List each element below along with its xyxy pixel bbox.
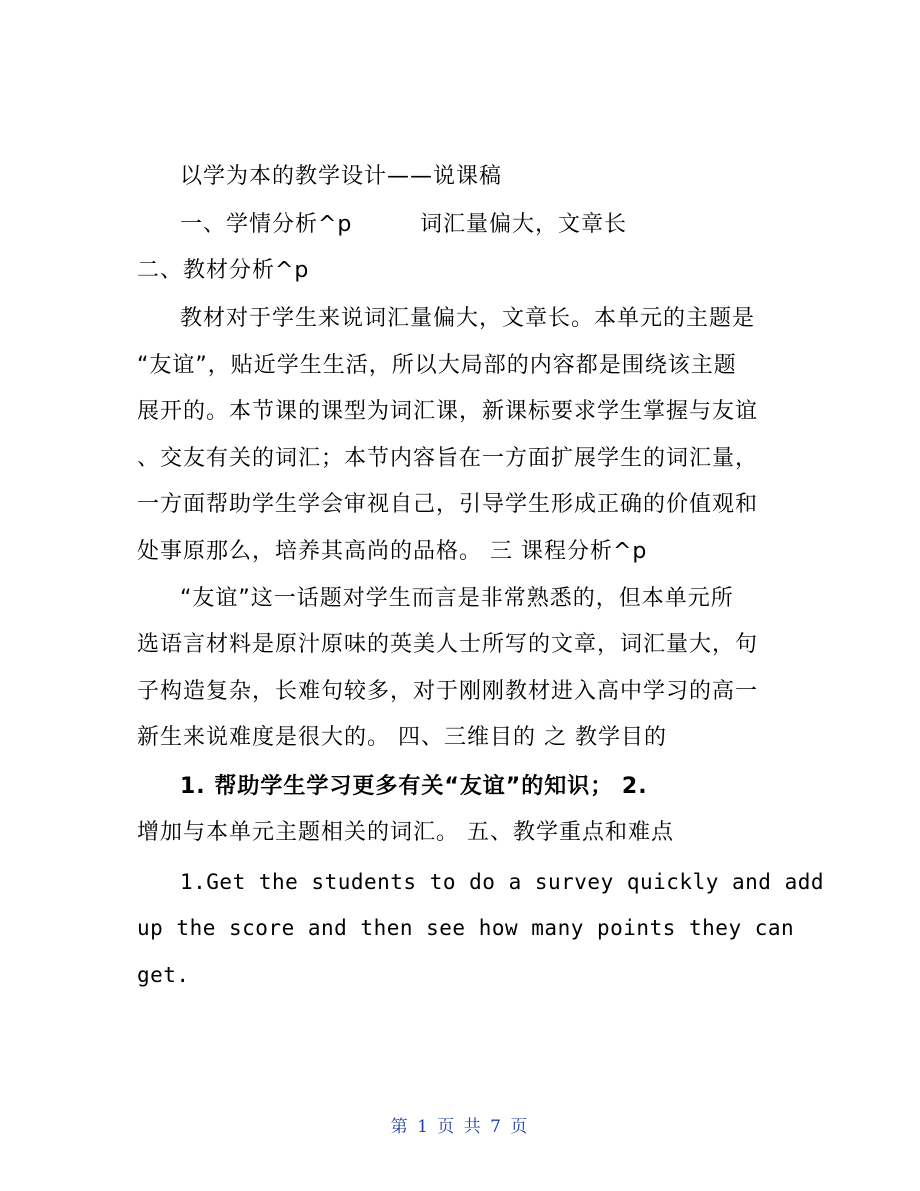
page-number-footer: 第 1 页 共 7 页 (390, 1117, 530, 1137)
section1-note: 词汇量偏大，文章长 (420, 212, 628, 237)
section1-heading: 一、学情分析^p (180, 212, 353, 237)
paragraph-line: 新生来说难度是很大的。 四、三维目的 之 教学目的 (137, 725, 667, 750)
section2-heading: 二、教材分析^p (137, 258, 310, 283)
paragraph-line: 展开的。本节课的课型为词汇课，新课标要求学生掌握与友谊 (137, 399, 759, 424)
goals-line: 1. 帮助学生学习更多有关“友谊”的知识； 2. (180, 774, 648, 799)
paragraph-line: “友谊”，贴近学生生活，所以大局部的内容都是围绕该主题 (137, 353, 737, 378)
english-line: up the score and then see how many points they can (137, 916, 795, 940)
paragraph-line: 教材对于学生来说词汇量偏大，文章长。本单元的主题是 (180, 306, 756, 331)
goals-line-2: 增加与本单元主题相关的词汇。 五、教学重点和难点 (137, 820, 674, 845)
paragraph-line: 处事原那么，培养其高尚的品格。 三 课程分析^p (137, 539, 648, 564)
paragraph-line: 、交友有关的词汇；本节内容旨在一方面扩展学生的词汇量， (137, 446, 759, 471)
paragraph-line: 一方面帮助学生学会审视自己，引导学生形成正确的价值观和 (137, 492, 759, 517)
paragraph-line: 选语言材料是原汁原味的英美人士所写的文章，词汇量大，句 (137, 632, 759, 657)
english-line: 1.Get the students to do a survey quickly and add (180, 870, 825, 894)
paragraph-line: “友谊”这一话题对学生而言是非常熟悉的，但本单元所 (180, 586, 734, 611)
paragraph-line: 子构造复杂，长难句较多，对于刚刚教材进入高中学习的高一 (137, 679, 759, 704)
english-line: get. (137, 963, 190, 987)
document-title: 以学为本的教学设计——说课稿 (180, 164, 503, 189)
